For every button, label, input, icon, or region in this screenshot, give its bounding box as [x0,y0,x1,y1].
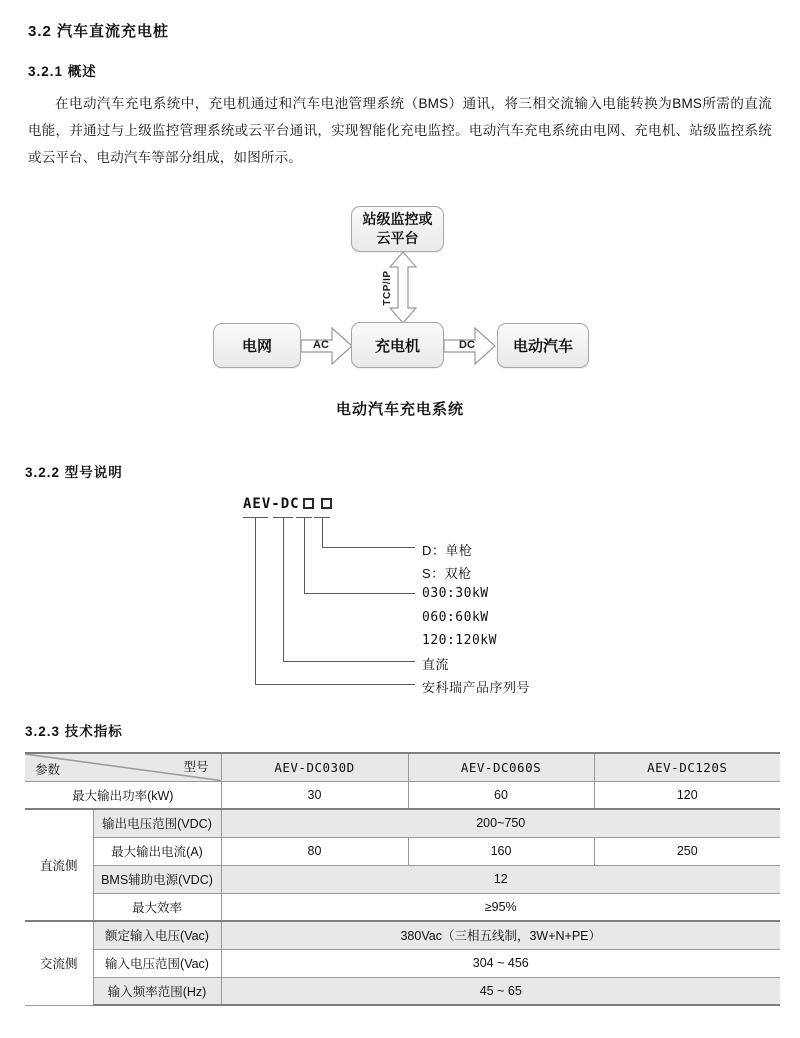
model-heading: 3.2.2 型号说明 [25,465,123,480]
param-label: 最大效率 [93,893,221,921]
table-row-input-voltage-range [25,949,780,977]
table-row-max-power [25,781,780,809]
model-code-placeholder-box-1 [303,498,314,509]
overview-paragraph: 在电动汽车充电系统中，充电机通过和汽车电池管理系统（BMS）通讯，将三相交流输入电能转换为BMS所需的直流电能，并通过与上级监控管理系统或云平台通讯，实现智能化充电监控。电动汽车充电系统由电网、充电机、站级监控系统或云平台、电动汽车等部分组成，如图所示。 [28,96,772,165]
value-current-030: 80 [221,837,408,865]
table-row-max-current [25,837,780,865]
model-naming-diagram [0,490,800,715]
model-label-gun-s: S：双枪 [422,566,472,581]
param-label: 额定输入电压(Vac) [93,921,221,949]
model-label-060: 060:60kW [422,610,489,625]
value-power-120: 120 [594,781,780,809]
table-row-output-voltage [25,809,780,837]
stem-series [255,517,256,684]
overview-heading: 3.2.1 概述 [28,64,97,79]
corner-label-model: 型号 [183,760,209,774]
model-label-030: 030:30kW [422,586,489,601]
value-current-120: 250 [594,837,780,865]
specs-table [25,752,780,1006]
model-header-060s: AEV-DC060S [408,753,594,781]
node-power-grid: 电网 [213,323,301,368]
corner-cell [25,753,221,781]
tcpip-label: TCP/IP [382,270,393,306]
param-label: 最大输出电流(A) [93,837,221,865]
model-label-120: 120:120kW [422,633,497,648]
node-cloud-line2: 云平台 [376,230,419,246]
table-row-bms-aux [25,865,780,893]
value-input-frequency: 45 ~ 65 [221,977,780,1005]
group-label-dc-side: 直流侧 [25,809,93,921]
table-row-rated-input-voltage [25,921,780,949]
param-label: 输出电压范围(VDC) [93,809,221,837]
value-output-voltage: 200~750 [221,809,780,837]
diagram-caption: 电动汽车充电系统 [335,401,464,418]
param-label: BMS辅助电源(VDC) [93,865,221,893]
model-label-gun-d: D：单枪 [422,543,473,558]
group-label-ac-side: 交流侧 [25,921,93,1005]
table-row-input-frequency [25,977,780,1005]
model-code-prefix: AEV-DC [243,496,300,512]
model-label-series: 安科瑞产品序列号 [422,680,531,695]
param-label: 输入频率范围(Hz) [93,977,221,1005]
connector-dc [283,661,415,662]
node-station-monitor-cloud [351,206,444,252]
model-code-placeholder-box-2 [321,498,332,509]
charging-system-diagram [0,195,800,430]
node-charger: 充电机 [351,322,444,368]
specs-heading: 3.2.3 技术指标 [25,724,123,739]
value-efficiency: ≥95% [221,893,780,921]
connector-power [304,593,415,594]
value-rated-input-voltage: 380Vac（三相五线制，3W+N+PE） [221,921,780,949]
table-row-efficiency [25,893,780,921]
connector-gun [322,547,415,548]
model-header-030d: AEV-DC030D [221,753,408,781]
node-electric-vehicle: 电动汽车 [497,323,589,368]
stem-power-box [304,517,305,593]
stem-gun-box [322,517,323,547]
value-power-060: 60 [408,781,594,809]
section-title: 3.2 汽车直流充电桩 [28,23,170,40]
value-bms-aux: 12 [221,865,780,893]
value-input-voltage-range: 304 ~ 456 [221,949,780,977]
connector-series [255,684,415,685]
ac-arrow-label: AC [313,339,329,351]
corner-label-param: 参数 [35,762,61,777]
model-header-120s: AEV-DC120S [594,753,780,781]
node-cloud-line1: 站级监控或 [362,211,433,227]
param-label: 最大输出功率(kW) [25,781,221,809]
value-power-030: 30 [221,781,408,809]
value-current-060: 160 [408,837,594,865]
stem-dc [283,517,284,661]
table-row-header [25,753,780,781]
dc-arrow-label: DC [459,339,475,351]
model-label-dc: 直流 [422,657,450,672]
param-label: 输入电压范围(Vac) [93,949,221,977]
